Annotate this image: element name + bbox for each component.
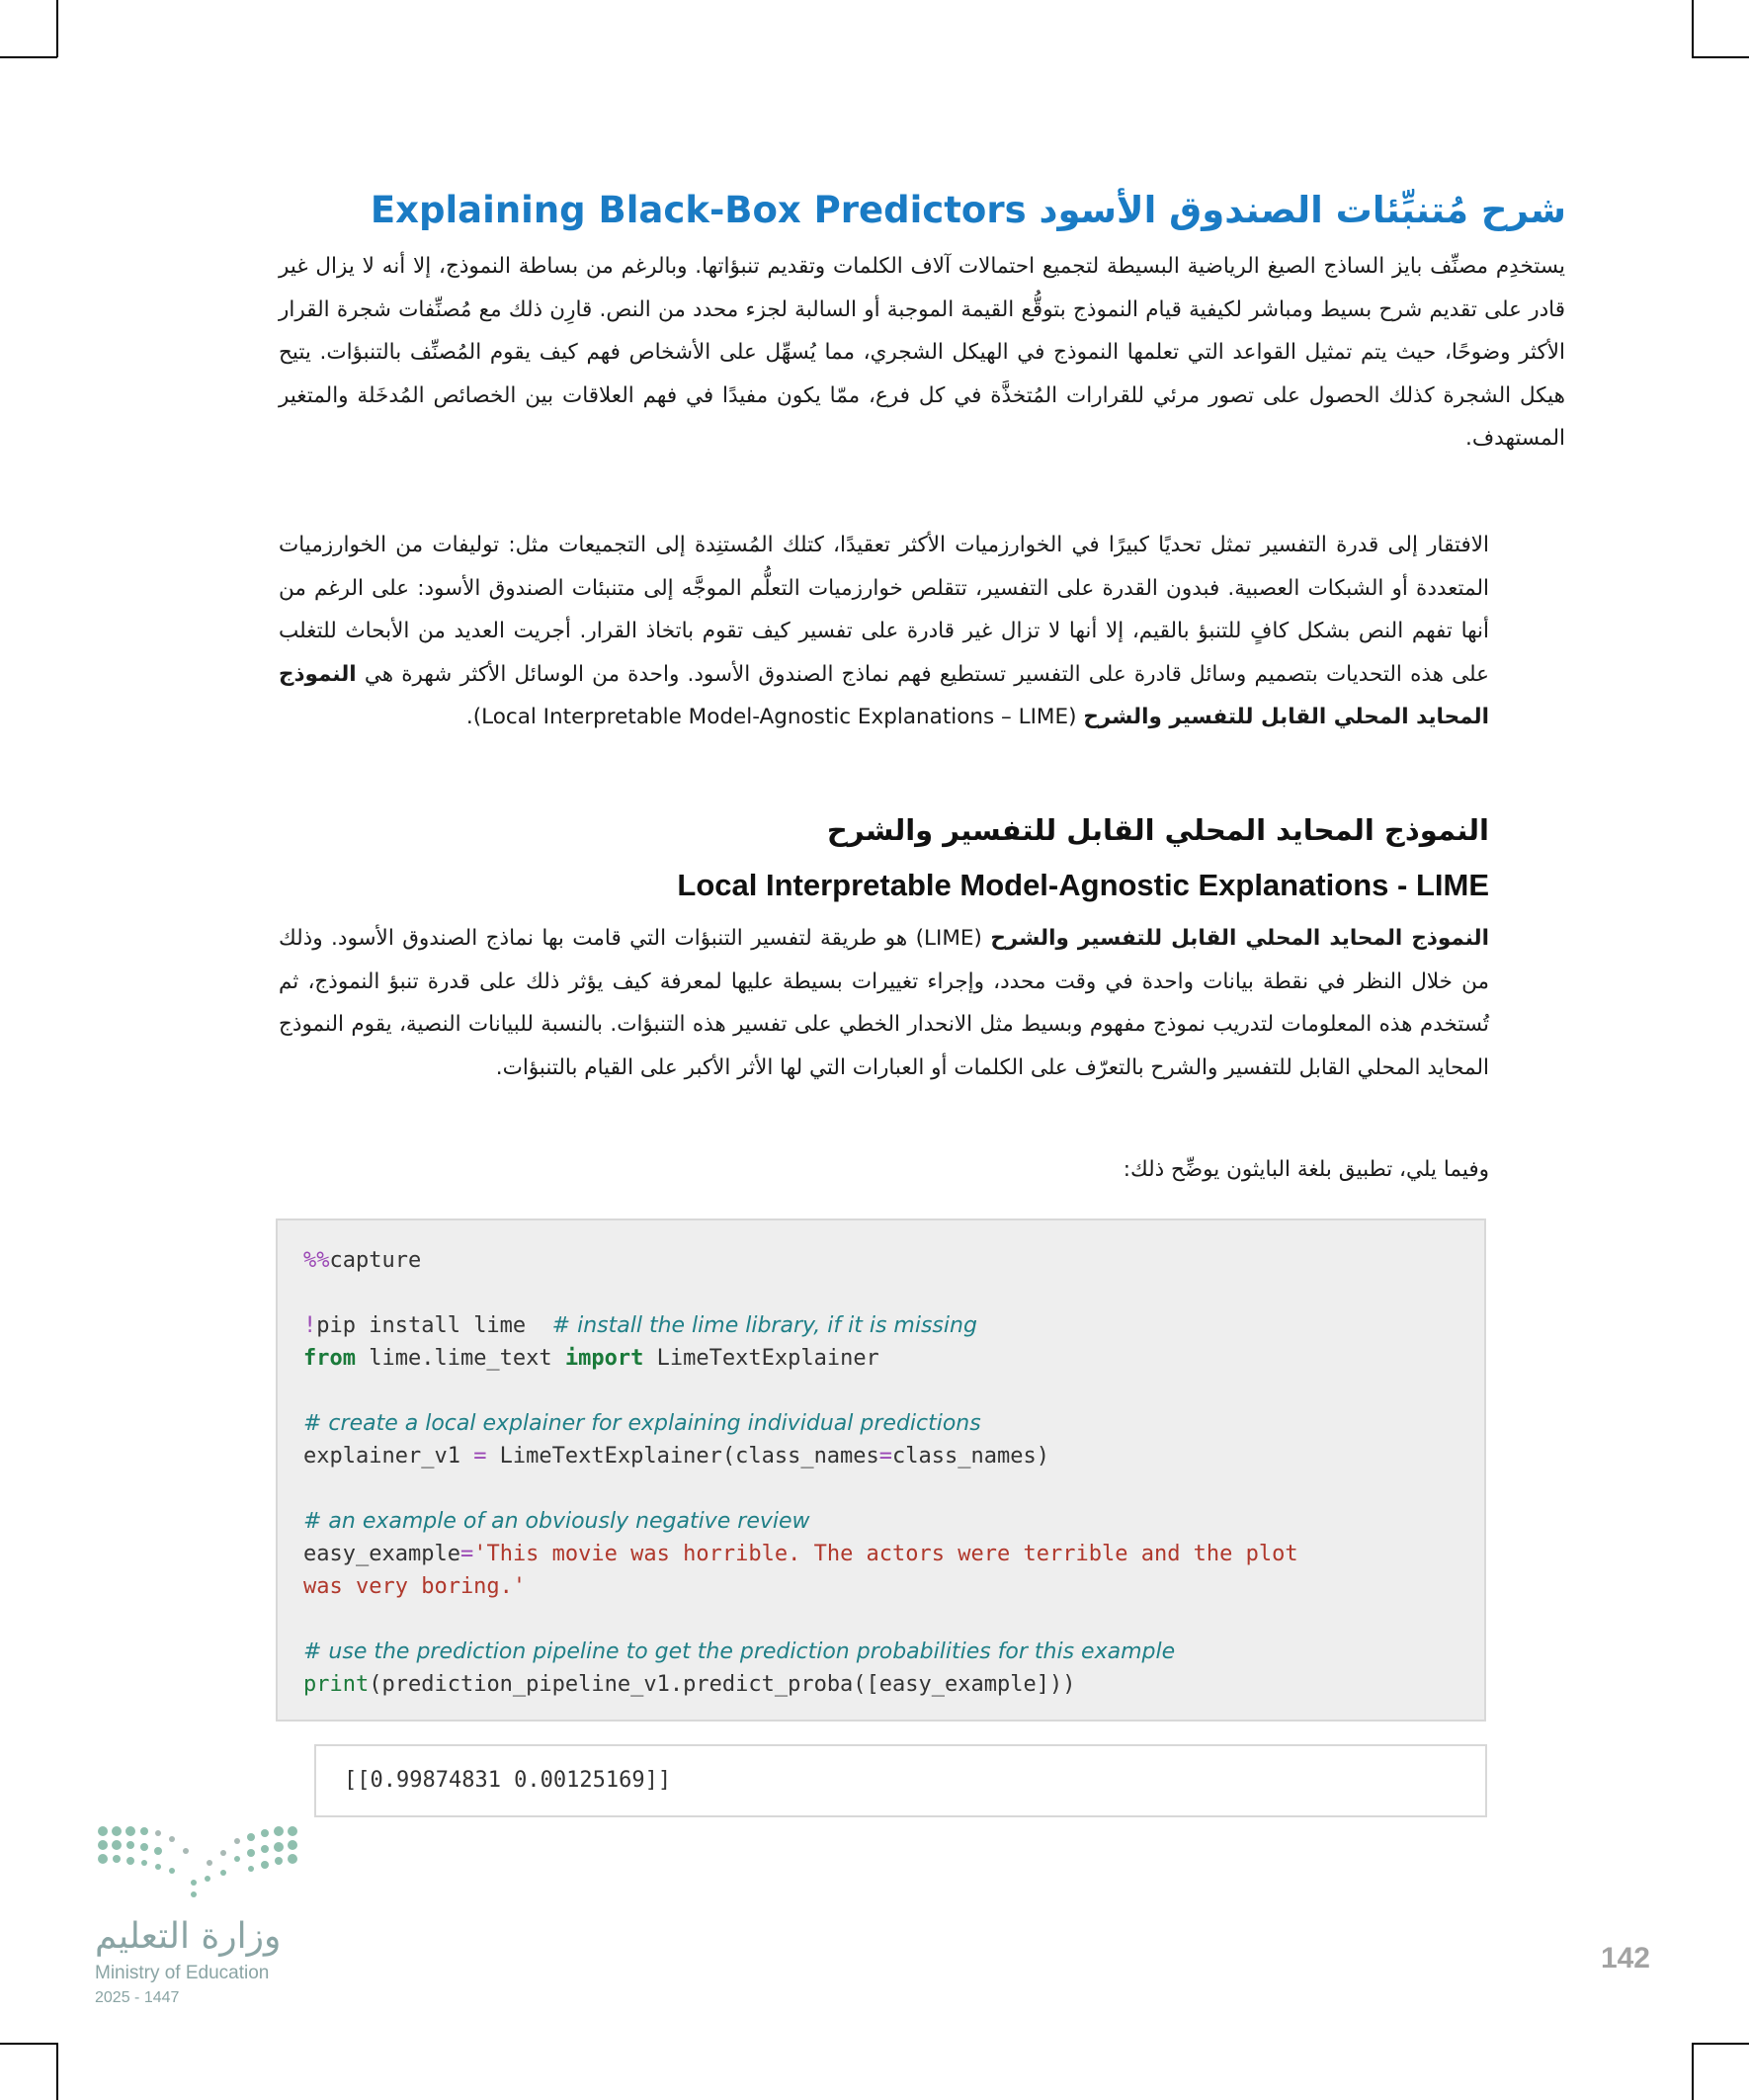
python-intro: وفيما يلي، تطبيق بلغة البايثون يوضِّح ذلك: — [1123, 1157, 1489, 1182]
crop-mark — [0, 56, 57, 58]
ministry-name-english: Ministry of Education — [95, 1963, 270, 1983]
lack-paragraph — [279, 524, 1489, 739]
code-token: easy_example — [303, 1542, 460, 1566]
lime-english-name: (Local Interpretable Model-Agnostic Explanations – LIME) — [472, 705, 1077, 729]
keyword-token: from — [303, 1346, 356, 1371]
code-comment: # install the lime library, if it is missing — [551, 1313, 977, 1338]
lime-term-bold: النموذج المحايد المحلي القابل للتفسير والشرح — [279, 661, 1489, 729]
code-blank-line — [303, 1375, 1458, 1407]
intro-paragraph — [279, 245, 1565, 461]
section-heading-english: Local Interpretable Model-Agnostic Explanations - LIME — [677, 868, 1489, 902]
page-number: 142 — [1600, 1942, 1650, 1974]
operator-token: = — [473, 1444, 487, 1469]
code-line — [303, 1505, 1458, 1538]
crop-mark — [56, 2043, 58, 2100]
lime-acronym: (LIME) — [915, 926, 982, 951]
crop-mark — [1692, 2043, 1694, 2100]
code-line — [303, 1407, 1458, 1440]
ministry-name-arabic: وزارة التعليم — [95, 1916, 282, 1957]
lime-description-text: هو طريقة لتفسير التنبؤات التي قامت بها نماذج الصندوق الأسود. وذلك من خلال النظر في نقطة بيانات واحدة في وقت محدد، وإجراء تغييرات بسيطة عليها لمعرفة كيف يؤثر ذلك على قدرة تنبؤ النموذج، ثم تُستخدم هذه المعلومات لتدريب نموذج مفهوم وبسيط مثل الانحدار الخطي على تفسير هذه التنبؤات. بالنسبة للبيانات النصية، يقوم النموذج المحايد المحلي القابل للتفسير والشرح بالتعرّف على الكلمات أو العبارات التي لها الأثر الأكبر على القيام بالتنبؤات. — [279, 926, 1489, 1080]
code-token: (prediction_pipeline_v1.predict_proba([easy_example])) — [369, 1672, 1076, 1697]
code-line — [303, 1309, 1458, 1342]
lime-term-bold: النموذج المحايد المحلي القابل للتفسير والشرح — [990, 926, 1489, 951]
section-heading-arabic: النموذج المحايد المحلي القابل للتفسير والشرح — [826, 813, 1489, 847]
bang-token: ! — [303, 1313, 317, 1338]
code-token: LimeTextExplainer(class_names — [486, 1444, 879, 1469]
code-line — [303, 1244, 1458, 1277]
code-output: [[0.99874831 0.00125169]] — [314, 1744, 1487, 1817]
builtin-token: print — [303, 1672, 370, 1697]
code-token: class_names) — [892, 1444, 1049, 1469]
code-token: capture — [329, 1248, 422, 1273]
code-line — [303, 1440, 1458, 1472]
crop-mark — [1692, 56, 1749, 58]
operator-token: = — [459, 1542, 474, 1566]
magic-token: %% — [303, 1248, 330, 1273]
code-line — [303, 1570, 1458, 1603]
lack-text: الافتقار إلى قدرة التفسير تمثل تحديًا كبيرًا في الخوارزميات الأكثر تعقيدًا، كتلك المُستنِدة إلى التجميعات مثل: توليفات من الخوارزميات المتعددة أو الشبكات العصبية. فبدون القدرة على التفسير، تتقلص خوارزميات التعلُّم الموجَّه إلى متنبئات الصندوق الأسود: على الرغم من أنها تفهم النص بشكل كافٍ للتنبؤ بالقيم، إلا أنها لا تزال غير قادرة على تفسير كيف تقوم باتخاذ القرار. أجريت العديد من الأبحاث للتغلب على هذه التحديات بتصميم وسائل قادرة على التفسير تستطيع فهم نماذج الصندوق الأسود. واحدة من الوسائل الأكثر شهرة هي — [279, 533, 1489, 687]
ministry-year: 2025 - 1447 — [95, 1989, 180, 2006]
code-blank-line — [303, 1277, 1458, 1309]
code-token: explainer_v1 — [303, 1444, 474, 1469]
lime-description — [279, 917, 1489, 1089]
crop-mark — [1692, 0, 1694, 57]
page-title: شرح مُتنبِّئات الصندوق الأسود Explaining Black-Box Predictors — [370, 189, 1566, 231]
code-line — [303, 1668, 1458, 1701]
code-blank-line — [303, 1603, 1458, 1636]
code-cell[interactable] — [276, 1218, 1486, 1722]
crop-mark — [1692, 2043, 1749, 2045]
string-token: was very boring.' — [303, 1574, 527, 1599]
code-line — [303, 1636, 1458, 1668]
code-line — [303, 1342, 1458, 1375]
crop-mark — [56, 0, 58, 57]
string-token: 'This movie was horrible. The actors were terrible and the plot — [473, 1542, 1298, 1566]
intro-text: يستخدِم مصنِّف بايز الساذج الصيغ الرياضية البسيطة لتجميع احتمالات آلاف الكلمات وتقديم تنبؤاتها. وبالرغم من بساطة النموذج، إلا أنه لا يزال غير قادر على تقديم شرح بسيط ومباشر لكيفية قيام النموذج بتوقُّع القيمة الموجبة أو السالبة لجزء محدد من النص. قارِن ذلك مع مُصنِّفات شجرة القرار الأكثر وضوحًا، حيث يتم تمثيل القواعد التي تعلمها النموذج في الهيكل الشجري، مما يُسهِّل على الأشخاص فهم كيف يقوم المُصنِّف بالتنبؤات. يتيح هيكل الشجرة كذلك الحصول على تصور مرئي للقرارات المُتخذَّة في كل فرع، ممّا يكون مفيدًا في فهم العلاقات بين الخصائص المُدخَلة والمتغير المستهدف. — [279, 254, 1565, 451]
code-comment: # create a local explainer for explaining individual predictions — [303, 1411, 981, 1436]
code-token: lime.lime_text — [355, 1346, 565, 1371]
code-comment: # an example of an obviously negative review — [303, 1509, 810, 1534]
ministry-logo-icon — [95, 1823, 312, 1902]
operator-token: = — [878, 1444, 893, 1469]
sentence-end: . — [465, 705, 473, 729]
keyword-token: import — [564, 1346, 644, 1371]
code-token: LimeTextExplainer — [643, 1346, 879, 1371]
code-comment: # use the prediction pipeline to get the prediction probabilities for this example — [303, 1639, 1176, 1664]
code-line — [303, 1538, 1458, 1570]
code-token: pip install lime — [316, 1313, 527, 1338]
crop-mark — [0, 2043, 57, 2045]
code-blank-line — [303, 1472, 1458, 1505]
